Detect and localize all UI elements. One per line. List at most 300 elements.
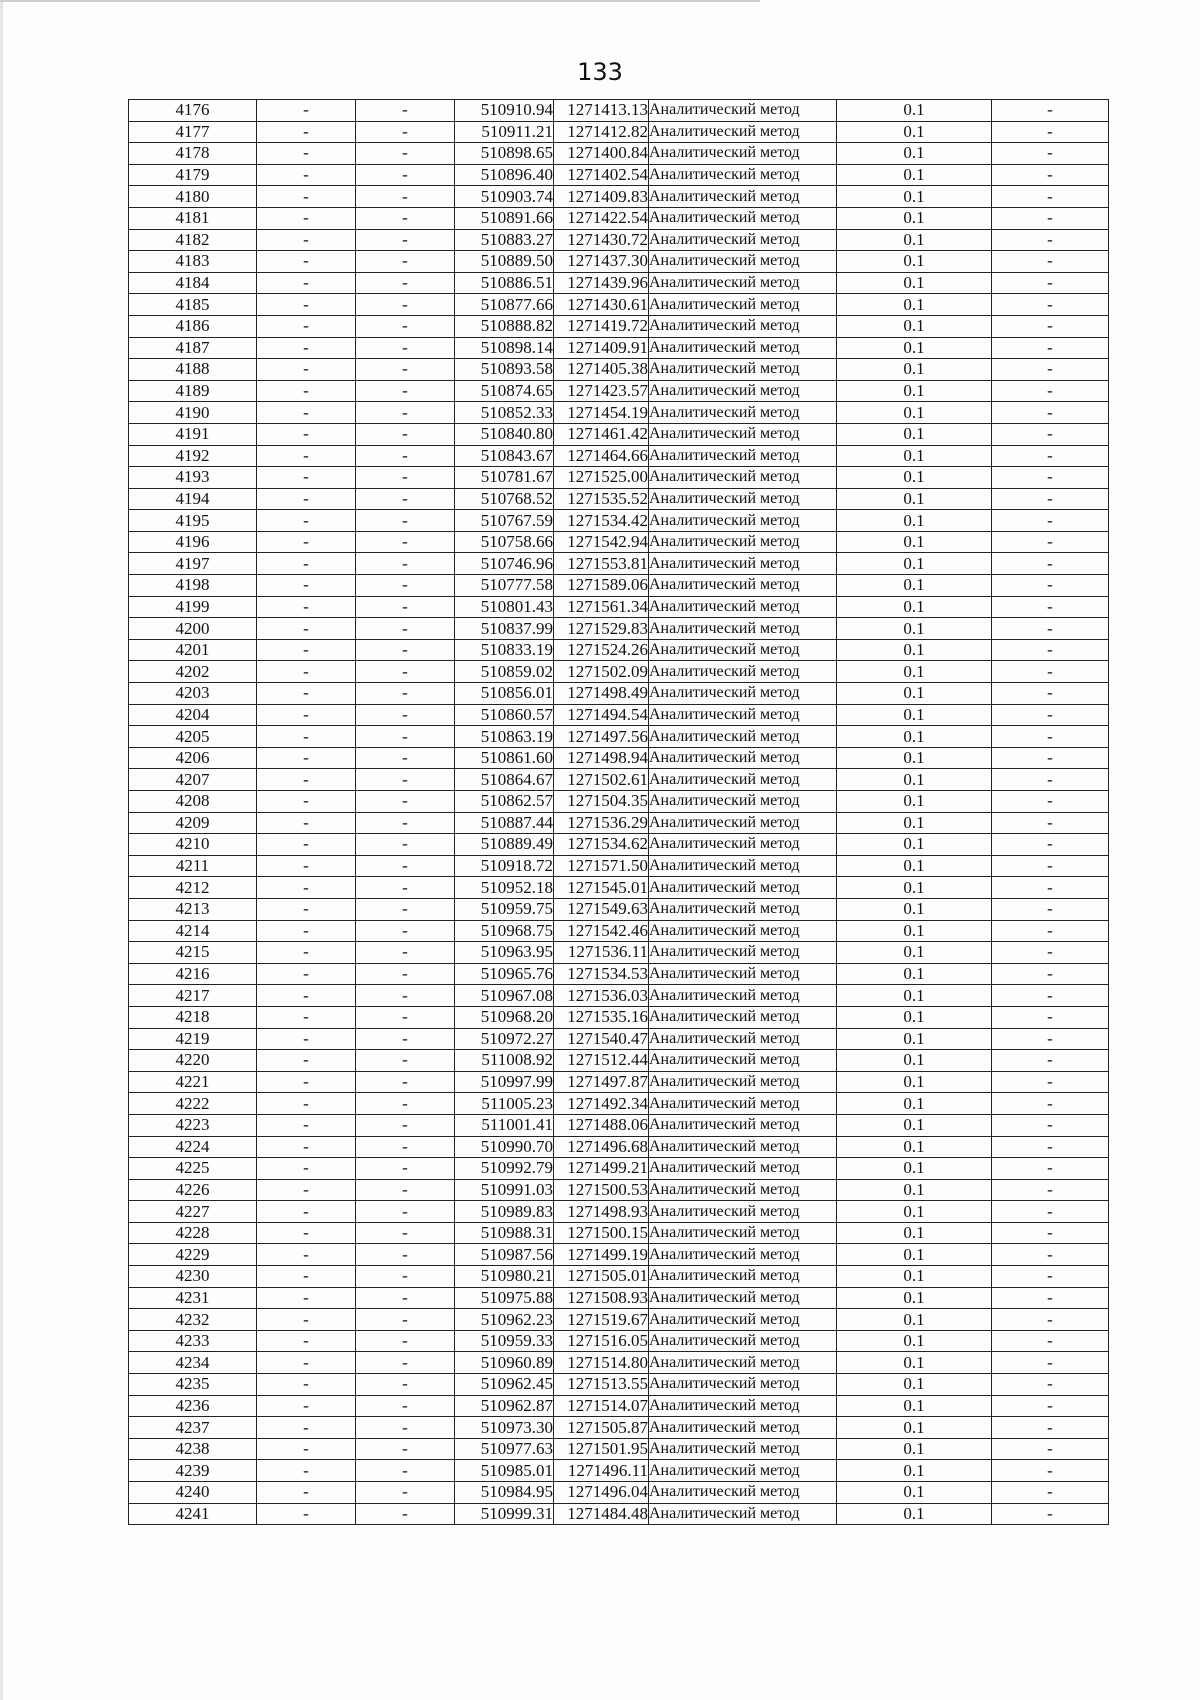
- empty-value-cell: -: [992, 1093, 1109, 1115]
- y-coordinate-cell: 1271571.50: [554, 855, 649, 877]
- empty-value-cell: -: [992, 488, 1109, 510]
- y-coordinate-cell: 1271409.91: [554, 337, 649, 359]
- empty-value-cell: -: [356, 1050, 455, 1072]
- table-row: [129, 294, 1109, 316]
- point-number-cell: 4176: [129, 100, 257, 122]
- table-row: [129, 661, 1109, 683]
- empty-value-cell: -: [992, 618, 1109, 640]
- method-cell: Аналитический метод: [649, 186, 837, 208]
- method-cell: Аналитический метод: [649, 337, 837, 359]
- empty-value-cell: -: [992, 683, 1109, 705]
- x-coordinate-cell: 510768.52: [455, 488, 554, 510]
- y-coordinate-cell: 1271494.54: [554, 704, 649, 726]
- accuracy-cell: 0.1: [837, 100, 992, 122]
- accuracy-cell: 0.1: [837, 791, 992, 813]
- accuracy-cell: 0.1: [837, 985, 992, 1007]
- empty-value-cell: -: [356, 1438, 455, 1460]
- x-coordinate-cell: 510889.50: [455, 251, 554, 273]
- accuracy-cell: 0.1: [837, 834, 992, 856]
- table-row: [129, 1006, 1109, 1028]
- x-coordinate-cell: 510859.02: [455, 661, 554, 683]
- empty-value-cell: -: [356, 1158, 455, 1180]
- y-coordinate-cell: 1271535.16: [554, 1006, 649, 1028]
- empty-value-cell: -: [992, 553, 1109, 575]
- accuracy-cell: 0.1: [837, 704, 992, 726]
- accuracy-cell: 0.1: [837, 337, 992, 359]
- accuracy-cell: 0.1: [837, 898, 992, 920]
- x-coordinate-cell: 510767.59: [455, 510, 554, 532]
- method-cell: Аналитический метод: [649, 1482, 837, 1504]
- method-cell: Аналитический метод: [649, 467, 837, 489]
- x-coordinate-cell: 510992.79: [455, 1158, 554, 1180]
- empty-value-cell: -: [257, 834, 356, 856]
- x-coordinate-cell: 510852.33: [455, 402, 554, 424]
- y-coordinate-cell: 1271504.35: [554, 791, 649, 813]
- point-number-cell: 4180: [129, 186, 257, 208]
- x-coordinate-cell: 510959.75: [455, 898, 554, 920]
- point-number-cell: 4196: [129, 531, 257, 553]
- empty-value-cell: -: [992, 1287, 1109, 1309]
- point-number-cell: 4232: [129, 1309, 257, 1331]
- y-coordinate-cell: 1271502.61: [554, 769, 649, 791]
- empty-value-cell: -: [356, 1093, 455, 1115]
- method-cell: Аналитический метод: [649, 229, 837, 251]
- method-cell: Аналитический метод: [649, 1309, 837, 1331]
- x-coordinate-cell: 510997.99: [455, 1071, 554, 1093]
- y-coordinate-cell: 1271513.55: [554, 1374, 649, 1396]
- y-coordinate-cell: 1271553.81: [554, 553, 649, 575]
- y-coordinate-cell: 1271535.52: [554, 488, 649, 510]
- table-row: [129, 337, 1109, 359]
- table-row: [129, 1482, 1109, 1504]
- empty-value-cell: -: [356, 1222, 455, 1244]
- empty-value-cell: -: [356, 467, 455, 489]
- empty-value-cell: -: [992, 769, 1109, 791]
- table-row: [129, 1201, 1109, 1223]
- x-coordinate-cell: 510860.57: [455, 704, 554, 726]
- y-coordinate-cell: 1271488.06: [554, 1114, 649, 1136]
- accuracy-cell: 0.1: [837, 445, 992, 467]
- empty-value-cell: -: [257, 1244, 356, 1266]
- table-row: [129, 272, 1109, 294]
- table-row: [129, 553, 1109, 575]
- empty-value-cell: -: [257, 251, 356, 273]
- method-cell: Аналитический метод: [649, 1244, 837, 1266]
- table-row: [129, 769, 1109, 791]
- accuracy-cell: 0.1: [837, 877, 992, 899]
- point-number-cell: 4203: [129, 683, 257, 705]
- empty-value-cell: -: [356, 1201, 455, 1223]
- x-coordinate-cell: 510833.19: [455, 639, 554, 661]
- empty-value-cell: -: [356, 380, 455, 402]
- empty-value-cell: -: [992, 596, 1109, 618]
- y-coordinate-cell: 1271542.94: [554, 531, 649, 553]
- point-number-cell: 4182: [129, 229, 257, 251]
- accuracy-cell: 0.1: [837, 423, 992, 445]
- point-number-cell: 4241: [129, 1503, 257, 1525]
- method-cell: Аналитический метод: [649, 207, 837, 229]
- accuracy-cell: 0.1: [837, 1006, 992, 1028]
- x-coordinate-cell: 510991.03: [455, 1179, 554, 1201]
- empty-value-cell: -: [992, 791, 1109, 813]
- empty-value-cell: -: [356, 143, 455, 165]
- x-coordinate-cell: 510972.27: [455, 1028, 554, 1050]
- empty-value-cell: -: [257, 531, 356, 553]
- empty-value-cell: -: [356, 920, 455, 942]
- empty-value-cell: -: [356, 1374, 455, 1396]
- empty-value-cell: -: [356, 747, 455, 769]
- empty-value-cell: -: [257, 726, 356, 748]
- empty-value-cell: -: [257, 1287, 356, 1309]
- empty-value-cell: -: [257, 359, 356, 381]
- point-number-cell: 4240: [129, 1482, 257, 1504]
- y-coordinate-cell: 1271492.34: [554, 1093, 649, 1115]
- y-coordinate-cell: 1271512.44: [554, 1050, 649, 1072]
- y-coordinate-cell: 1271497.87: [554, 1071, 649, 1093]
- method-cell: Аналитический метод: [649, 704, 837, 726]
- empty-value-cell: -: [992, 531, 1109, 553]
- method-cell: Аналитический метод: [649, 359, 837, 381]
- empty-value-cell: -: [257, 1438, 356, 1460]
- empty-value-cell: -: [257, 1006, 356, 1028]
- point-number-cell: 4224: [129, 1136, 257, 1158]
- point-number-cell: 4238: [129, 1438, 257, 1460]
- empty-value-cell: -: [356, 942, 455, 964]
- empty-value-cell: -: [992, 100, 1109, 122]
- y-coordinate-cell: 1271413.13: [554, 100, 649, 122]
- table-row: [129, 164, 1109, 186]
- empty-value-cell: -: [257, 661, 356, 683]
- table-row: [129, 1395, 1109, 1417]
- empty-value-cell: -: [257, 812, 356, 834]
- point-number-cell: 4231: [129, 1287, 257, 1309]
- y-coordinate-cell: 1271412.82: [554, 121, 649, 143]
- y-coordinate-cell: 1271534.53: [554, 963, 649, 985]
- empty-value-cell: -: [356, 402, 455, 424]
- y-coordinate-cell: 1271534.42: [554, 510, 649, 532]
- empty-value-cell: -: [257, 121, 356, 143]
- point-number-cell: 4189: [129, 380, 257, 402]
- x-coordinate-cell: 510801.43: [455, 596, 554, 618]
- x-coordinate-cell: 510886.51: [455, 272, 554, 294]
- page-number: 133: [577, 58, 623, 86]
- table-row: [129, 359, 1109, 381]
- accuracy-cell: 0.1: [837, 229, 992, 251]
- empty-value-cell: -: [257, 791, 356, 813]
- empty-value-cell: -: [992, 229, 1109, 251]
- x-coordinate-cell: 511005.23: [455, 1093, 554, 1115]
- accuracy-cell: 0.1: [837, 510, 992, 532]
- y-coordinate-cell: 1271542.46: [554, 920, 649, 942]
- empty-value-cell: -: [356, 445, 455, 467]
- table-row: [129, 510, 1109, 532]
- table-row: [129, 683, 1109, 705]
- y-coordinate-cell: 1271454.19: [554, 402, 649, 424]
- table-row: [129, 121, 1109, 143]
- empty-value-cell: -: [356, 1287, 455, 1309]
- accuracy-cell: 0.1: [837, 294, 992, 316]
- y-coordinate-cell: 1271405.38: [554, 359, 649, 381]
- y-coordinate-cell: 1271508.93: [554, 1287, 649, 1309]
- empty-value-cell: -: [992, 898, 1109, 920]
- x-coordinate-cell: 510874.65: [455, 380, 554, 402]
- empty-value-cell: -: [356, 229, 455, 251]
- accuracy-cell: 0.1: [837, 1287, 992, 1309]
- method-cell: Аналитический метод: [649, 985, 837, 1007]
- x-coordinate-cell: 510903.74: [455, 186, 554, 208]
- empty-value-cell: -: [992, 337, 1109, 359]
- table-row: [129, 575, 1109, 597]
- empty-value-cell: -: [992, 1071, 1109, 1093]
- accuracy-cell: 0.1: [837, 359, 992, 381]
- method-cell: Аналитический метод: [649, 510, 837, 532]
- point-number-cell: 4234: [129, 1352, 257, 1374]
- empty-value-cell: -: [356, 704, 455, 726]
- y-coordinate-cell: 1271402.54: [554, 164, 649, 186]
- empty-value-cell: -: [257, 1222, 356, 1244]
- method-cell: Аналитический метод: [649, 791, 837, 813]
- accuracy-cell: 0.1: [837, 1352, 992, 1374]
- empty-value-cell: -: [356, 1503, 455, 1525]
- method-cell: Аналитический метод: [649, 1071, 837, 1093]
- empty-value-cell: -: [356, 315, 455, 337]
- accuracy-cell: 0.1: [837, 553, 992, 575]
- empty-value-cell: -: [356, 186, 455, 208]
- empty-value-cell: -: [992, 1028, 1109, 1050]
- accuracy-cell: 0.1: [837, 380, 992, 402]
- empty-value-cell: -: [356, 661, 455, 683]
- point-number-cell: 4228: [129, 1222, 257, 1244]
- x-coordinate-cell: 510984.95: [455, 1482, 554, 1504]
- y-coordinate-cell: 1271437.30: [554, 251, 649, 273]
- method-cell: Аналитический метод: [649, 596, 837, 618]
- point-number-cell: 4236: [129, 1395, 257, 1417]
- point-number-cell: 4206: [129, 747, 257, 769]
- point-number-cell: 4217: [129, 985, 257, 1007]
- empty-value-cell: -: [257, 1114, 356, 1136]
- empty-value-cell: -: [257, 272, 356, 294]
- y-coordinate-cell: 1271516.05: [554, 1330, 649, 1352]
- point-number-cell: 4190: [129, 402, 257, 424]
- method-cell: Аналитический метод: [649, 812, 837, 834]
- y-coordinate-cell: 1271514.80: [554, 1352, 649, 1374]
- point-number-cell: 4194: [129, 488, 257, 510]
- point-number-cell: 4186: [129, 315, 257, 337]
- table-row: [129, 1374, 1109, 1396]
- table-row: [129, 877, 1109, 899]
- y-coordinate-cell: 1271498.49: [554, 683, 649, 705]
- point-number-cell: 4205: [129, 726, 257, 748]
- table-row: [129, 618, 1109, 640]
- empty-value-cell: -: [257, 1201, 356, 1223]
- table-row: [129, 423, 1109, 445]
- empty-value-cell: -: [992, 143, 1109, 165]
- accuracy-cell: 0.1: [837, 963, 992, 985]
- x-coordinate-cell: 510893.58: [455, 359, 554, 381]
- x-coordinate-cell: 510861.60: [455, 747, 554, 769]
- empty-value-cell: -: [257, 855, 356, 877]
- empty-value-cell: -: [992, 1114, 1109, 1136]
- y-coordinate-cell: 1271505.01: [554, 1266, 649, 1288]
- method-cell: Аналитический метод: [649, 1114, 837, 1136]
- point-number-cell: 4201: [129, 639, 257, 661]
- x-coordinate-cell: 510898.14: [455, 337, 554, 359]
- y-coordinate-cell: 1271430.72: [554, 229, 649, 251]
- point-number-cell: 4188: [129, 359, 257, 381]
- empty-value-cell: -: [257, 1482, 356, 1504]
- empty-value-cell: -: [992, 1158, 1109, 1180]
- y-coordinate-cell: 1271484.48: [554, 1503, 649, 1525]
- accuracy-cell: 0.1: [837, 402, 992, 424]
- method-cell: Аналитический метод: [649, 143, 837, 165]
- empty-value-cell: -: [992, 1374, 1109, 1396]
- table-row: [129, 531, 1109, 553]
- table-row: [129, 1266, 1109, 1288]
- x-coordinate-cell: 510977.63: [455, 1438, 554, 1460]
- point-number-cell: 4225: [129, 1158, 257, 1180]
- table-row: [129, 1330, 1109, 1352]
- y-coordinate-cell: 1271536.03: [554, 985, 649, 1007]
- accuracy-cell: 0.1: [837, 1201, 992, 1223]
- empty-value-cell: -: [992, 985, 1109, 1007]
- method-cell: Аналитический метод: [649, 531, 837, 553]
- empty-value-cell: -: [356, 510, 455, 532]
- point-number-cell: 4204: [129, 704, 257, 726]
- point-number-cell: 4215: [129, 942, 257, 964]
- empty-value-cell: -: [356, 359, 455, 381]
- method-cell: Аналитический метод: [649, 942, 837, 964]
- method-cell: Аналитический метод: [649, 1158, 837, 1180]
- x-coordinate-cell: 510877.66: [455, 294, 554, 316]
- empty-value-cell: -: [992, 294, 1109, 316]
- empty-value-cell: -: [356, 1266, 455, 1288]
- method-cell: Аналитический метод: [649, 553, 837, 575]
- empty-value-cell: -: [992, 639, 1109, 661]
- accuracy-cell: 0.1: [837, 747, 992, 769]
- empty-value-cell: -: [992, 1179, 1109, 1201]
- table-row: [129, 1503, 1109, 1525]
- y-coordinate-cell: 1271500.53: [554, 1179, 649, 1201]
- accuracy-cell: 0.1: [837, 1136, 992, 1158]
- point-number-cell: 4227: [129, 1201, 257, 1223]
- empty-value-cell: -: [992, 467, 1109, 489]
- empty-value-cell: -: [356, 272, 455, 294]
- empty-value-cell: -: [992, 920, 1109, 942]
- empty-value-cell: -: [356, 855, 455, 877]
- method-cell: Аналитический метод: [649, 575, 837, 597]
- method-cell: Аналитический метод: [649, 251, 837, 273]
- empty-value-cell: -: [257, 1460, 356, 1482]
- accuracy-cell: 0.1: [837, 726, 992, 748]
- point-number-cell: 4200: [129, 618, 257, 640]
- y-coordinate-cell: 1271500.15: [554, 1222, 649, 1244]
- table-row: [129, 791, 1109, 813]
- empty-value-cell: -: [356, 1330, 455, 1352]
- method-cell: Аналитический метод: [649, 1093, 837, 1115]
- accuracy-cell: 0.1: [837, 942, 992, 964]
- empty-value-cell: -: [257, 100, 356, 122]
- method-cell: Аналитический метод: [649, 661, 837, 683]
- x-coordinate-cell: 510918.72: [455, 855, 554, 877]
- method-cell: Аналитический метод: [649, 639, 837, 661]
- accuracy-cell: 0.1: [837, 1330, 992, 1352]
- table-row: [129, 1287, 1109, 1309]
- y-coordinate-cell: 1271525.00: [554, 467, 649, 489]
- y-coordinate-cell: 1271409.83: [554, 186, 649, 208]
- accuracy-cell: 0.1: [837, 855, 992, 877]
- point-number-cell: 4184: [129, 272, 257, 294]
- method-cell: Аналитический метод: [649, 1050, 837, 1072]
- y-coordinate-cell: 1271461.42: [554, 423, 649, 445]
- method-cell: Аналитический метод: [649, 445, 837, 467]
- empty-value-cell: -: [257, 402, 356, 424]
- x-coordinate-cell: 510962.45: [455, 1374, 554, 1396]
- method-cell: Аналитический метод: [649, 1287, 837, 1309]
- empty-value-cell: -: [356, 1395, 455, 1417]
- point-number-cell: 4197: [129, 553, 257, 575]
- table-row: [129, 898, 1109, 920]
- accuracy-cell: 0.1: [837, 1266, 992, 1288]
- empty-value-cell: -: [257, 1395, 356, 1417]
- table-row: [129, 315, 1109, 337]
- table-row: [129, 1309, 1109, 1331]
- x-coordinate-cell: 510864.67: [455, 769, 554, 791]
- accuracy-cell: 0.1: [837, 920, 992, 942]
- empty-value-cell: -: [356, 1417, 455, 1439]
- table-row: [129, 704, 1109, 726]
- x-coordinate-cell: 510840.80: [455, 423, 554, 445]
- empty-value-cell: -: [356, 963, 455, 985]
- point-number-cell: 4207: [129, 769, 257, 791]
- x-coordinate-cell: 510856.01: [455, 683, 554, 705]
- empty-value-cell: -: [257, 294, 356, 316]
- method-cell: Аналитический метод: [649, 877, 837, 899]
- empty-value-cell: -: [257, 898, 356, 920]
- x-coordinate-cell: 510911.21: [455, 121, 554, 143]
- y-coordinate-cell: 1271534.62: [554, 834, 649, 856]
- point-number-cell: 4223: [129, 1114, 257, 1136]
- empty-value-cell: -: [257, 596, 356, 618]
- x-coordinate-cell: 510962.87: [455, 1395, 554, 1417]
- method-cell: Аналитический метод: [649, 1417, 837, 1439]
- empty-value-cell: -: [992, 812, 1109, 834]
- table-row: [129, 380, 1109, 402]
- empty-value-cell: -: [257, 575, 356, 597]
- empty-value-cell: -: [356, 596, 455, 618]
- y-coordinate-cell: 1271498.93: [554, 1201, 649, 1223]
- table-row: [129, 834, 1109, 856]
- empty-value-cell: -: [356, 488, 455, 510]
- method-cell: Аналитический метод: [649, 855, 837, 877]
- accuracy-cell: 0.1: [837, 1503, 992, 1525]
- table-row: [129, 1179, 1109, 1201]
- table-row: [129, 1028, 1109, 1050]
- empty-value-cell: -: [992, 1482, 1109, 1504]
- point-number-cell: 4212: [129, 877, 257, 899]
- empty-value-cell: -: [257, 1071, 356, 1093]
- table-row: [129, 445, 1109, 467]
- accuracy-cell: 0.1: [837, 618, 992, 640]
- accuracy-cell: 0.1: [837, 1114, 992, 1136]
- empty-value-cell: -: [992, 855, 1109, 877]
- y-coordinate-cell: 1271498.94: [554, 747, 649, 769]
- point-number-cell: 4209: [129, 812, 257, 834]
- empty-value-cell: -: [257, 553, 356, 575]
- x-coordinate-cell: 510987.56: [455, 1244, 554, 1266]
- empty-value-cell: -: [356, 164, 455, 186]
- y-coordinate-cell: 1271496.68: [554, 1136, 649, 1158]
- empty-value-cell: -: [992, 251, 1109, 273]
